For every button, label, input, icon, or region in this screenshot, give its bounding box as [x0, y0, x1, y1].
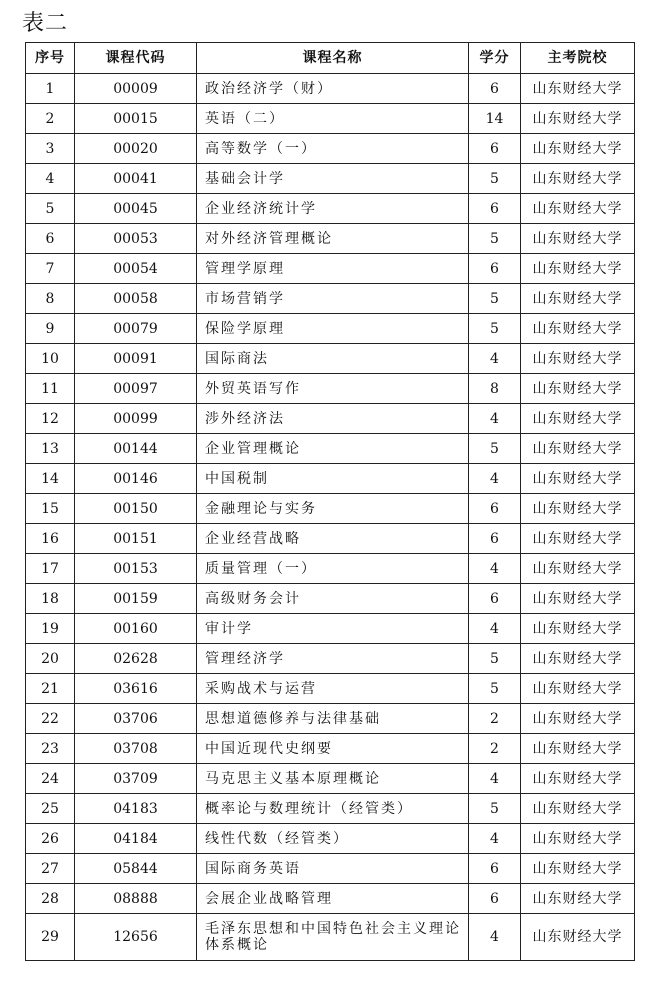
- cell-course-name: 国际商法: [197, 344, 469, 374]
- cell-school: 山东财经大学: [521, 854, 635, 884]
- table-row: [26, 494, 635, 524]
- cell-course-code: 00054: [75, 254, 197, 284]
- cell-seq: 10: [26, 344, 75, 374]
- cell-school: 山东财经大学: [521, 74, 635, 104]
- cell-seq: 14: [26, 464, 75, 494]
- header-course-name: 课程名称: [197, 43, 469, 74]
- cell-seq: 6: [26, 224, 75, 254]
- cell-course-name: 思想道德修养与法律基础: [197, 704, 469, 734]
- cell-credit: 4: [469, 614, 521, 644]
- cell-course-name: 中国近现代史纲要: [197, 734, 469, 764]
- cell-credit: 4: [469, 764, 521, 794]
- cell-course-name: 高级财务会计: [197, 584, 469, 614]
- cell-seq: 1: [26, 74, 75, 104]
- cell-credit: 6: [469, 194, 521, 224]
- table-row: [26, 254, 635, 284]
- cell-course-code: 00150: [75, 494, 197, 524]
- cell-seq: 5: [26, 194, 75, 224]
- cell-course-code: 00097: [75, 374, 197, 404]
- table-row: [26, 914, 635, 961]
- cell-credit: 5: [469, 284, 521, 314]
- cell-course-code: 00058: [75, 284, 197, 314]
- cell-course-name: 英语（二）: [197, 104, 469, 134]
- cell-course-name: 审计学: [197, 614, 469, 644]
- cell-course-code: 00009: [75, 74, 197, 104]
- header-school: 主考院校: [521, 43, 635, 74]
- cell-seq: 21: [26, 674, 75, 704]
- cell-school: 山东财经大学: [521, 614, 635, 644]
- cell-course-name: 中国税制: [197, 464, 469, 494]
- cell-course-code: 00053: [75, 224, 197, 254]
- table-row: [26, 134, 635, 164]
- cell-credit: 4: [469, 344, 521, 374]
- table-row: [26, 374, 635, 404]
- cell-course-name: 高等数学（一）: [197, 134, 469, 164]
- cell-school: 山东财经大学: [521, 764, 635, 794]
- cell-course-name: 政治经济学（财）: [197, 74, 469, 104]
- cell-course-name: 涉外经济法: [197, 404, 469, 434]
- document-title: 表二: [22, 11, 69, 36]
- table-row: [26, 674, 635, 704]
- cell-credit: 5: [469, 164, 521, 194]
- cell-seq: 7: [26, 254, 75, 284]
- table-row: [26, 584, 635, 614]
- cell-seq: 4: [26, 164, 75, 194]
- cell-course-code: 08888: [75, 884, 197, 914]
- cell-credit: 6: [469, 494, 521, 524]
- cell-course-code: 05844: [75, 854, 197, 884]
- cell-course-code: 03616: [75, 674, 197, 704]
- cell-course-name: 金融理论与实务: [197, 494, 469, 524]
- table-row: [26, 824, 635, 854]
- cell-credit: 4: [469, 464, 521, 494]
- cell-course-code: 03708: [75, 734, 197, 764]
- cell-course-name: 企业经营战略: [197, 524, 469, 554]
- cell-credit: 8: [469, 374, 521, 404]
- cell-school: 山东财经大学: [521, 254, 635, 284]
- cell-seq: 26: [26, 824, 75, 854]
- table-row: [26, 764, 635, 794]
- cell-school: 山东财经大学: [521, 494, 635, 524]
- cell-credit: 5: [469, 644, 521, 674]
- cell-course-name: 国际商务英语: [197, 854, 469, 884]
- course-table: [25, 42, 635, 961]
- cell-school: 山东财经大学: [521, 734, 635, 764]
- cell-school: 山东财经大学: [521, 644, 635, 674]
- cell-school: 山东财经大学: [521, 374, 635, 404]
- cell-seq: 29: [26, 914, 75, 961]
- cell-course-name: 保险学原理: [197, 314, 469, 344]
- cell-seq: 12: [26, 404, 75, 434]
- header-course-code: 课程代码: [75, 43, 197, 74]
- table-row: [26, 884, 635, 914]
- cell-credit: 6: [469, 884, 521, 914]
- cell-seq: 16: [26, 524, 75, 554]
- cell-school: 山东财经大学: [521, 914, 635, 961]
- cell-credit: 14: [469, 104, 521, 134]
- cell-course-code: 00045: [75, 194, 197, 224]
- cell-credit: 6: [469, 134, 521, 164]
- cell-credit: 5: [469, 674, 521, 704]
- cell-school: 山东财经大学: [521, 314, 635, 344]
- cell-seq: 19: [26, 614, 75, 644]
- cell-course-name: 管理学原理: [197, 254, 469, 284]
- cell-seq: 13: [26, 434, 75, 464]
- cell-credit: 6: [469, 584, 521, 614]
- cell-school: 山东财经大学: [521, 224, 635, 254]
- cell-credit: 6: [469, 74, 521, 104]
- table-row: [26, 524, 635, 554]
- cell-school: 山东财经大学: [521, 554, 635, 584]
- cell-school: 山东财经大学: [521, 824, 635, 854]
- table-row: [26, 854, 635, 884]
- cell-course-code: 00146: [75, 464, 197, 494]
- cell-course-name: 基础会计学: [197, 164, 469, 194]
- cell-course-code: 02628: [75, 644, 197, 674]
- cell-course-name: 管理经济学: [197, 644, 469, 674]
- cell-seq: 24: [26, 764, 75, 794]
- cell-credit: 6: [469, 524, 521, 554]
- table-row: [26, 794, 635, 824]
- cell-course-name: 外贸英语写作: [197, 374, 469, 404]
- cell-course-code: 00041: [75, 164, 197, 194]
- cell-seq: 18: [26, 584, 75, 614]
- cell-course-code: 00015: [75, 104, 197, 134]
- cell-seq: 27: [26, 854, 75, 884]
- cell-course-name: 企业经济统计学: [197, 194, 469, 224]
- cell-seq: 20: [26, 644, 75, 674]
- cell-course-code: 00144: [75, 434, 197, 464]
- cell-seq: 3: [26, 134, 75, 164]
- cell-school: 山东财经大学: [521, 134, 635, 164]
- table-row: [26, 464, 635, 494]
- table-row: [26, 434, 635, 464]
- header-credit: 学分: [469, 43, 521, 74]
- cell-seq: 15: [26, 494, 75, 524]
- cell-course-code: 00091: [75, 344, 197, 374]
- cell-credit: 6: [469, 254, 521, 284]
- table-row: [26, 164, 635, 194]
- cell-seq: 28: [26, 884, 75, 914]
- cell-course-code: 00153: [75, 554, 197, 584]
- cell-course-name: 会展企业战略管理: [197, 884, 469, 914]
- cell-course-name: 企业管理概论: [197, 434, 469, 464]
- cell-course-code: 00159: [75, 584, 197, 614]
- cell-seq: 17: [26, 554, 75, 584]
- cell-school: 山东财经大学: [521, 584, 635, 614]
- cell-credit: 5: [469, 224, 521, 254]
- cell-seq: 2: [26, 104, 75, 134]
- table-row: [26, 614, 635, 644]
- cell-course-code: 00160: [75, 614, 197, 644]
- cell-course-name: 马克思主义基本原理概论: [197, 764, 469, 794]
- cell-credit: 5: [469, 314, 521, 344]
- cell-course-code: 00020: [75, 134, 197, 164]
- cell-credit: 4: [469, 914, 521, 961]
- cell-course-name: 质量管理（一）: [197, 554, 469, 584]
- table-row: [26, 644, 635, 674]
- cell-school: 山东财经大学: [521, 524, 635, 554]
- cell-seq: 9: [26, 314, 75, 344]
- cell-course-code: 04183: [75, 794, 197, 824]
- table-row: [26, 314, 635, 344]
- cell-seq: 11: [26, 374, 75, 404]
- cell-seq: 8: [26, 284, 75, 314]
- table-row: [26, 344, 635, 374]
- cell-school: 山东财经大学: [521, 104, 635, 134]
- cell-credit: 4: [469, 404, 521, 434]
- cell-course-name: 采购战术与运营: [197, 674, 469, 704]
- cell-school: 山东财经大学: [521, 344, 635, 374]
- cell-school: 山东财经大学: [521, 284, 635, 314]
- cell-credit: 6: [469, 854, 521, 884]
- table-row: [26, 404, 635, 434]
- cell-course-name: 毛泽东思想和中国特色社会主义理论体系概论: [197, 914, 469, 961]
- cell-course-name: 线性代数（经管类）: [197, 824, 469, 854]
- cell-seq: 23: [26, 734, 75, 764]
- table-row: [26, 704, 635, 734]
- header-seq: 序号: [26, 43, 75, 74]
- cell-credit: 2: [469, 734, 521, 764]
- table-row: [26, 194, 635, 224]
- cell-course-name: 对外经济管理概论: [197, 224, 469, 254]
- cell-seq: 25: [26, 794, 75, 824]
- table-row: [26, 734, 635, 764]
- cell-course-name: 概率论与数理统计（经管类）: [197, 794, 469, 824]
- cell-school: 山东财经大学: [521, 464, 635, 494]
- cell-course-code: 04184: [75, 824, 197, 854]
- cell-school: 山东财经大学: [521, 194, 635, 224]
- cell-school: 山东财经大学: [521, 704, 635, 734]
- cell-course-code: 00151: [75, 524, 197, 554]
- cell-course-code: 03709: [75, 764, 197, 794]
- cell-school: 山东财经大学: [521, 794, 635, 824]
- table-row: [26, 224, 635, 254]
- cell-school: 山东财经大学: [521, 884, 635, 914]
- cell-course-name: 市场营销学: [197, 284, 469, 314]
- cell-seq: 22: [26, 704, 75, 734]
- cell-school: 山东财经大学: [521, 434, 635, 464]
- cell-course-code: 03706: [75, 704, 197, 734]
- cell-school: 山东财经大学: [521, 164, 635, 194]
- cell-school: 山东财经大学: [521, 674, 635, 704]
- cell-credit: 5: [469, 794, 521, 824]
- table-row: [26, 74, 635, 104]
- cell-course-code: 12656: [75, 914, 197, 961]
- cell-course-code: 00079: [75, 314, 197, 344]
- cell-credit: 4: [469, 824, 521, 854]
- cell-school: 山东财经大学: [521, 404, 635, 434]
- cell-course-code: 00099: [75, 404, 197, 434]
- table-row: [26, 554, 635, 584]
- table-header-row: [26, 43, 635, 74]
- cell-credit: 4: [469, 554, 521, 584]
- table-row: [26, 284, 635, 314]
- table-row: [26, 104, 635, 134]
- cell-credit: 5: [469, 434, 521, 464]
- cell-credit: 2: [469, 704, 521, 734]
